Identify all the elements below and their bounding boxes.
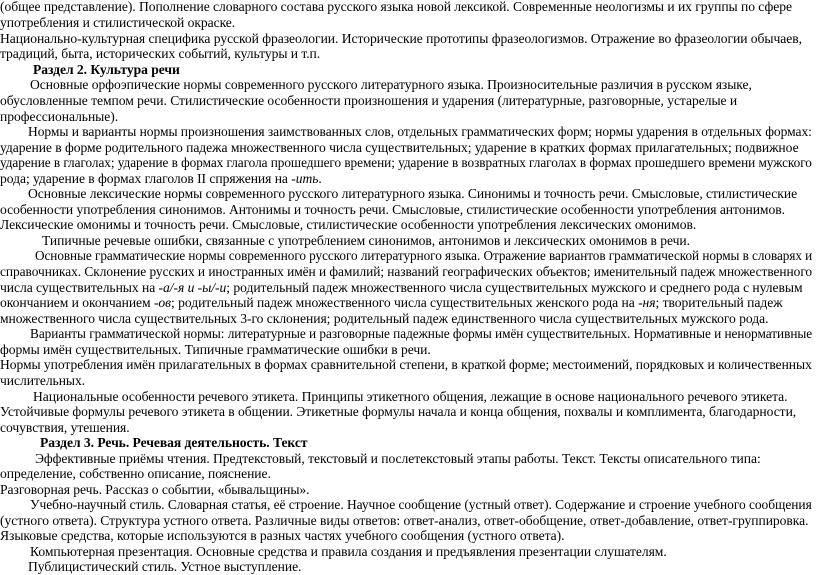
text-line: Лексические омонимы и точность речи. Смысловые, стилистические особенности употребления лексических омонимов. <box>0 217 697 232</box>
text-line: Нормы употребления имён прилагательных в формах сравнительной степени, в краткой форме; местоимений, порядковых и количественных <box>0 357 812 372</box>
italic-run: -а/-я и -ы/-и <box>158 280 227 295</box>
text-line: (общее представление). Пополнение словарного состава русского языка новой лексикой. Современные неологизмы и их группы по сфере <box>0 0 792 14</box>
text-line: Учебно-научный стиль. Словарная статья, её строение. Научное сообщение (устный ответ). Содержание и строение учебного сообщения <box>30 497 812 512</box>
text-run: . <box>318 171 322 186</box>
text-line: Национальные особенности речевого этикета. Принципы этикетного общения, лежащие в основе национального речевого этикета. <box>33 389 788 404</box>
text-line: Основные лексические нормы современного русского литературного языка. Синонимы и точность речи. Смысловые, стилистические <box>28 186 798 201</box>
text-line: определение, собственно описание, пояснение. <box>0 466 271 481</box>
text-line: Эффективные приёмы чтения. Предтекстовый, текстовый и послетекстовый этапы работы. Текст. Тексты описательного типа: <box>35 451 761 466</box>
section-heading <box>40 435 307 451</box>
text-line: употребления и стилистической окраске. <box>0 15 236 30</box>
section-heading-text: Раздел 3. Речь. Речевая деятельность. Текст <box>40 435 308 450</box>
text-line: множественного числа существительных 3-го склонения; родительный падеж единственного числа существительных мужского рода. <box>0 311 769 326</box>
text-run: рода; ударение в формах глаголов II спряжения на <box>0 171 292 186</box>
text-line: ударение в глаголах; ударение в формах глагола прошедшего времени; ударение в возвратных глаголах в формах прошедшего времени мужского <box>0 155 812 170</box>
text-line: Разговорная речь. Рассказ о событии, «бывальщины». <box>0 482 310 497</box>
text-line: традиций, быта, исторических событий, культуры и т.п. <box>0 46 321 61</box>
text-line: Типичные речевые ошибки, связанные с употреблением синонимов, антонимов и лексических омонимов в речи. <box>42 233 691 248</box>
section-heading-text: Раздел 2. Культура речи <box>33 62 180 77</box>
text-line <box>0 171 322 187</box>
text-run: ; родительный падеж множественного числа существительных мужского и среднего рода с нулевым <box>226 280 803 295</box>
text-line: числительных. <box>0 373 86 388</box>
text-line: (устного ответа). Структура устного ответа. Различные виды ответов: ответ-анализ, ответ-обобщение, ответ-добавление, ответ-группировка. <box>0 513 809 528</box>
text-line: Компьютерная презентация. Основные средства и правила создания и предъявления презентации слушателям. <box>30 544 667 559</box>
text-line: сочувствия, утешения. <box>0 420 130 435</box>
italic-run: -ня <box>638 295 656 310</box>
text-line: Основные орфоэпические нормы современного русского литературного языка. Произносительные различия в русском языке, <box>30 77 752 92</box>
italic-run: -ить <box>291 171 319 186</box>
text-line: профессиональные). <box>0 109 119 124</box>
text-line: справочниках. Склонение русских и иностранных имён и фамилий; названий географических объектов; именительный падеж множественного <box>0 264 813 279</box>
text-run: числа существительных на <box>0 280 159 295</box>
text-line <box>0 280 803 296</box>
text-line: формы имён существительных. Типичные грамматические ошибки в речи. <box>0 342 431 357</box>
text-line <box>0 295 783 311</box>
text-run: ; творительный падеж <box>655 295 783 310</box>
section-heading <box>33 62 180 78</box>
text-line: Варианты грамматической нормы: литературные и разговорные падежные формы имён существительных. Нормативные и ненормативные <box>30 326 813 341</box>
text-line: Национально-культурная специфика русской фразеологии. Исторические прототипы фразеологизмов. Отражение во фразеологии обычаев, <box>0 31 802 46</box>
text-run: окончанием и окончанием <box>0 295 154 310</box>
text-line: Публицистический стиль. Устное выступление. <box>28 559 302 574</box>
text-line: особенности употребления синонимов. Антонимы и точность речи. Смысловые, стилистические особенности употребления антонимов. <box>0 202 785 217</box>
text-run: ; родительный падеж множественного числа существительных женского рода на <box>171 295 639 310</box>
text-line: ударение в форме родительного падежа множественного числа существительных; ударение в кратких формах прилагательных; подвижное <box>0 140 799 155</box>
text-line: Языковые средства, которые используются в разных частях учебного сообщения (устного ответа). <box>0 528 565 543</box>
text-line: Основные грамматические нормы современного русского литературного языка. Отражение вариантов грамматической нормы в словарях и <box>35 248 813 263</box>
italic-run: -ов <box>153 295 172 310</box>
text-line: Нормы и варианты нормы произношения заимствованных слов, отдельных грамматических форм; нормы ударения в отдельных формах: <box>28 124 812 139</box>
text-line: обусловленные темпом речи. Стилистические особенности произношения и ударения (литературные, разговорные, устарелые и <box>0 93 738 108</box>
text-line: Устойчивые формулы речевого этикета в общении. Этикетные формулы начала и конца общения, похвалы и комплимента, благодарности, <box>0 404 797 419</box>
